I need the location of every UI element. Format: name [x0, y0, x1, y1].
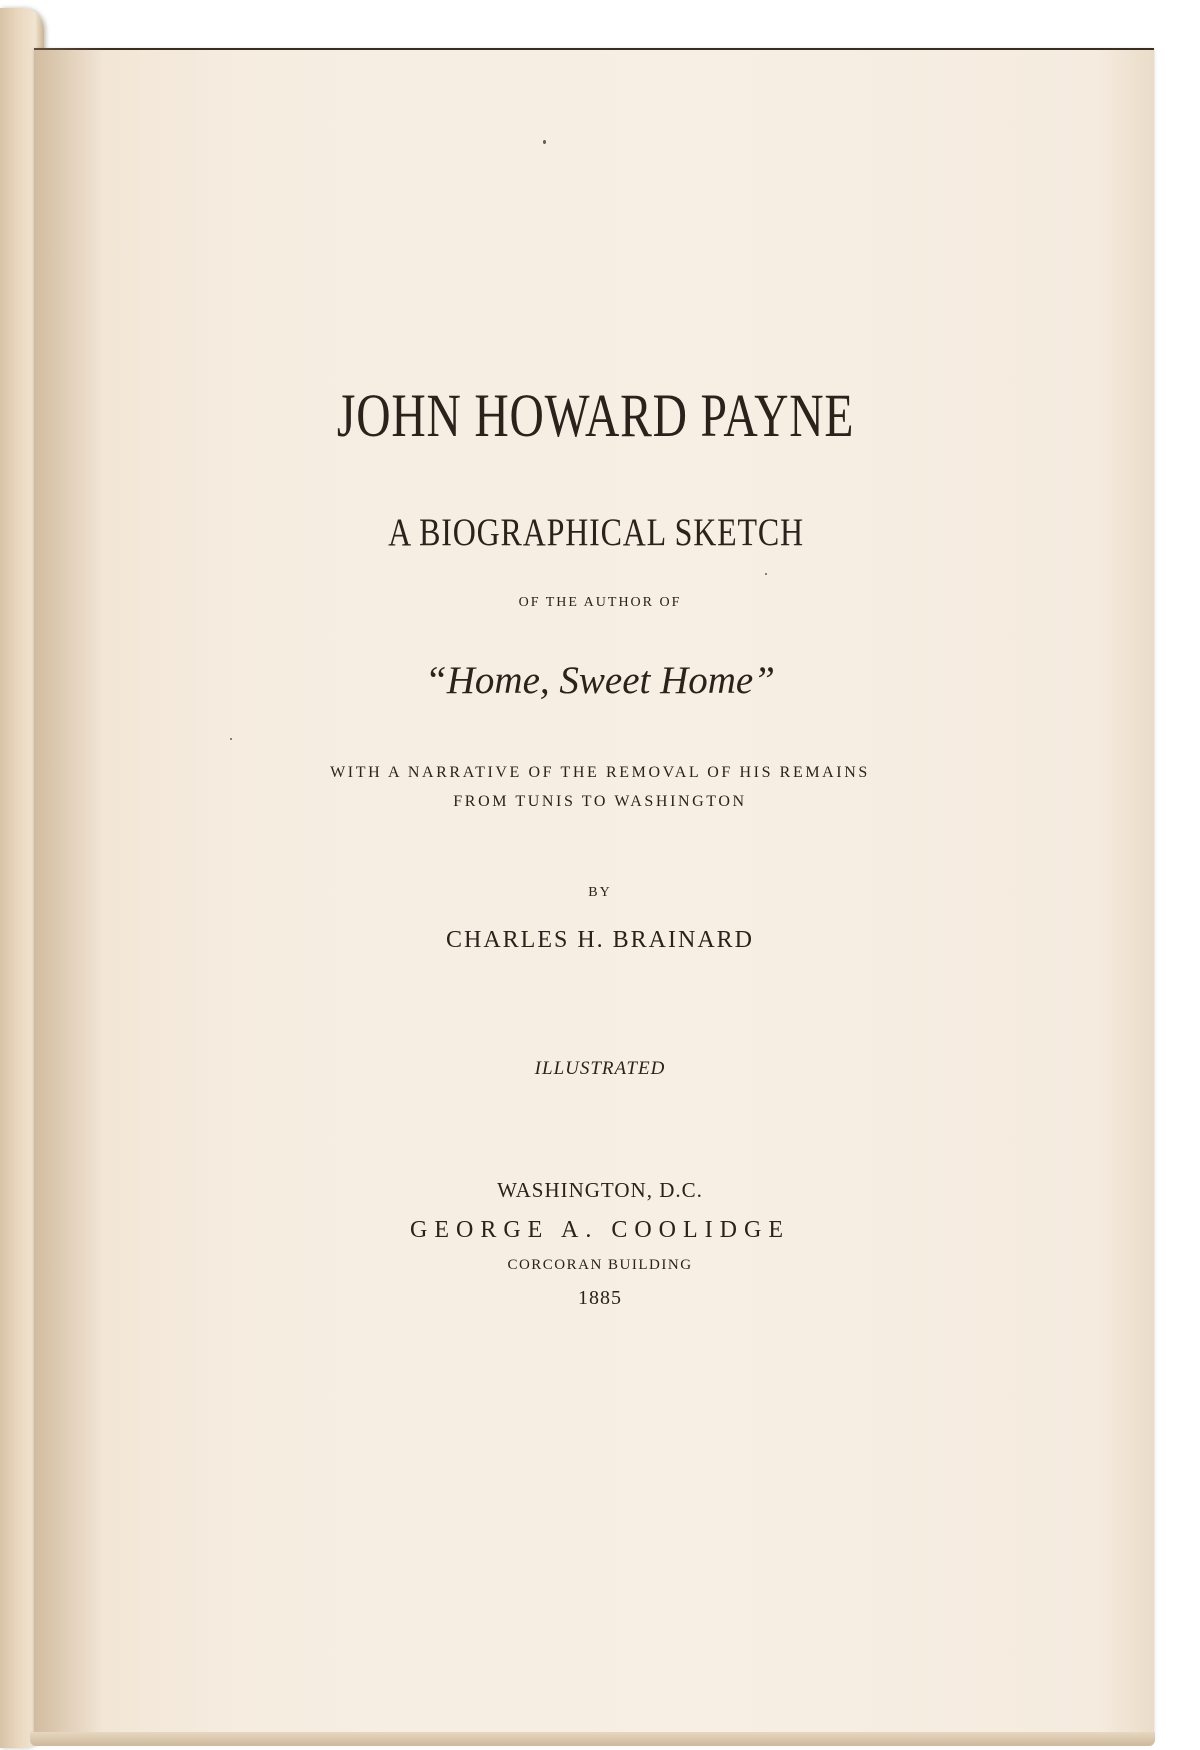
- song-title: “Home, Sweet Home”: [425, 659, 775, 702]
- paper-speck: [230, 738, 232, 740]
- paper-speck: [765, 573, 767, 575]
- book-title: JOHN HOWARD PAYNE: [336, 383, 855, 450]
- paper-speck: [543, 140, 546, 144]
- author-name: CHARLES H. BRAINARD: [445, 927, 755, 953]
- by-line: BY: [588, 885, 612, 900]
- publication-year: 1885: [578, 1287, 622, 1309]
- book-bottom-edge: [30, 1732, 1155, 1746]
- narrative-line-1: WITH A NARRATIVE OF THE REMOVAL OF HIS REMAINS: [330, 764, 870, 781]
- narrative-description: [0, 758, 1200, 816]
- illustrated-note: ILLUSTRATED: [534, 1058, 666, 1079]
- narrative-line-2: FROM TUNIS TO WASHINGTON: [453, 793, 747, 810]
- publisher-address: CORCORAN BUILDING: [507, 1257, 693, 1273]
- book-subtitle: A BIOGRAPHICAL SKETCH: [388, 511, 804, 554]
- of-the-author-of: OF THE AUTHOR OF: [518, 595, 682, 610]
- publisher-name: GEORGE A. COOLIDGE: [410, 1217, 790, 1243]
- publication-place: WASHINGTON, D.C.: [497, 1178, 703, 1202]
